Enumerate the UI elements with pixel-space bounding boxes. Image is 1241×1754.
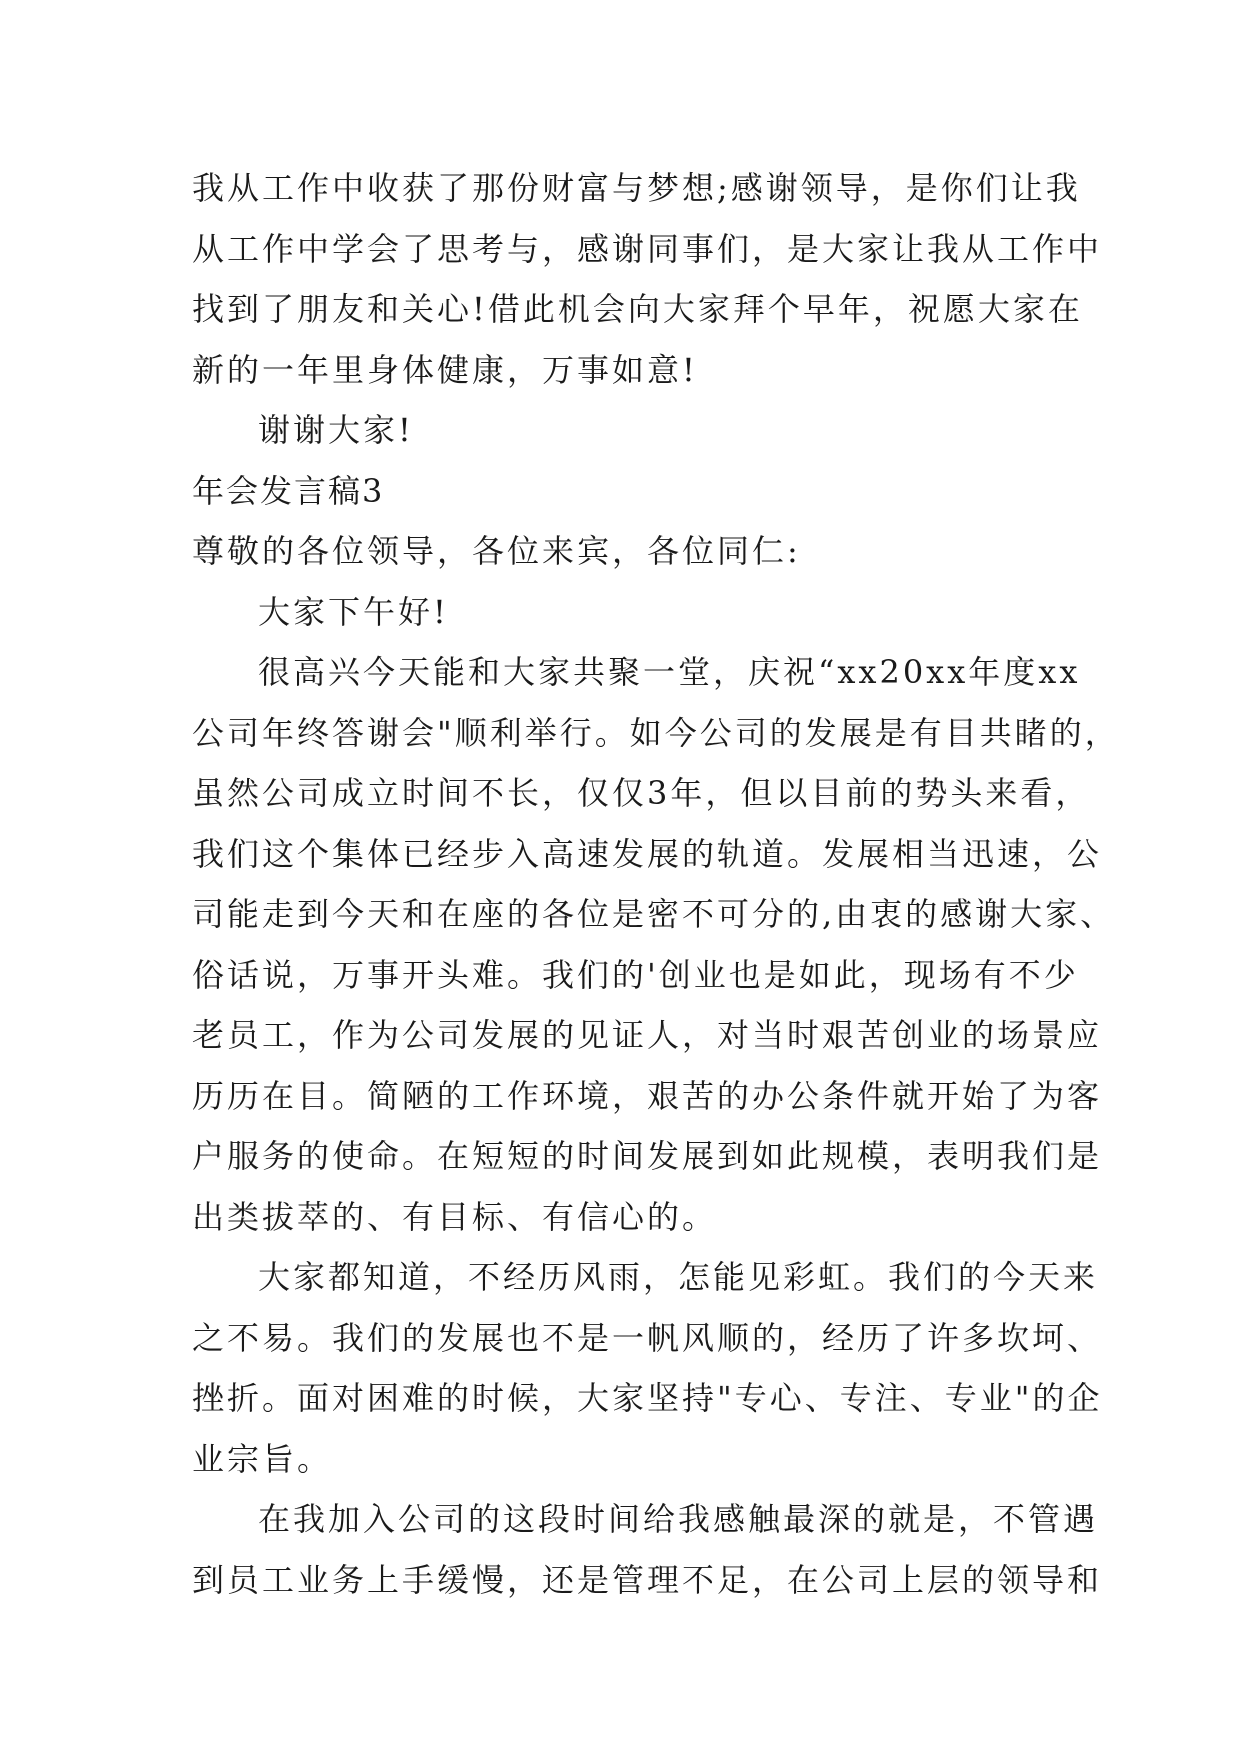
text-line: 公司年终答谢会"顺利举行。如今公司的发展是有目共睹的， — [192, 713, 1120, 752]
text-line: 在我加入公司的这段时间给我感触最深的就是，不管遇 — [258, 1500, 1099, 1538]
text-line: 户服务的使命。在短短的时间发展到如此规模，表明我们是 — [192, 1137, 1103, 1175]
closing-line: 谢谢大家! — [258, 411, 414, 449]
text-line: 找到了朋友和关心!借此机会向大家拜个早年，祝愿大家在 — [192, 290, 1083, 328]
salutation: 尊敬的各位领导，各位来宾，各位同仁: — [192, 532, 801, 570]
text-line: 历历在目。简陋的工作环境，艰苦的办公条件就开始了为客 — [192, 1076, 1103, 1115]
text-line: 出类拔萃的、有目标、有信心的。 — [192, 1197, 718, 1236]
text-line: 虽然公司成立时间不长，仅仅3年，但以目前的势头来看， — [192, 774, 1091, 812]
text-line: 我从工作中收获了那份财富与梦想;感谢领导，是你们让我 — [192, 169, 1081, 207]
text-line: 老员工，作为公司发展的见证人，对当时艰苦创业的场景应 — [192, 1016, 1103, 1054]
text-line: 新的一年里身体健康，万事如意! — [192, 350, 698, 389]
text-line: 俗话说，万事开头难。我们的'创业也是如此，现场有不少 — [192, 955, 1079, 994]
text-line: 从工作中学会了思考与，感谢同事们，是大家让我从工作中 — [192, 229, 1103, 268]
greeting: 大家下午好! — [258, 592, 449, 631]
text-line: 很高兴今天能和大家共聚一堂，庆祝“xx20xx年度xx — [258, 653, 1081, 691]
text-line: 业宗旨。 — [192, 1439, 333, 1478]
text-line: 挫折。面对困难的时候，大家坚持"专心、专注、专业"的企 — [192, 1379, 1103, 1417]
text-line: 大家都知道，不经历风雨，怎能见彩虹。我们的今天来 — [258, 1258, 1099, 1296]
section-heading: 年会发言稿3 — [192, 471, 385, 510]
text-line: 到员工业务上手缓慢，还是管理不足，在公司上层的领导和 — [192, 1560, 1103, 1599]
text-line: 我们这个集体已经步入高速发展的轨道。发展相当迅速，公 — [192, 834, 1103, 873]
document-page — [192, 158, 1120, 1610]
text-line: 之不易。我们的发展也不是一帆风顺的，经历了许多坎坷、 — [192, 1318, 1103, 1357]
text-line: 司能走到今天和在座的各位是密不可分的,由衷的感谢大家、 — [192, 895, 1116, 933]
